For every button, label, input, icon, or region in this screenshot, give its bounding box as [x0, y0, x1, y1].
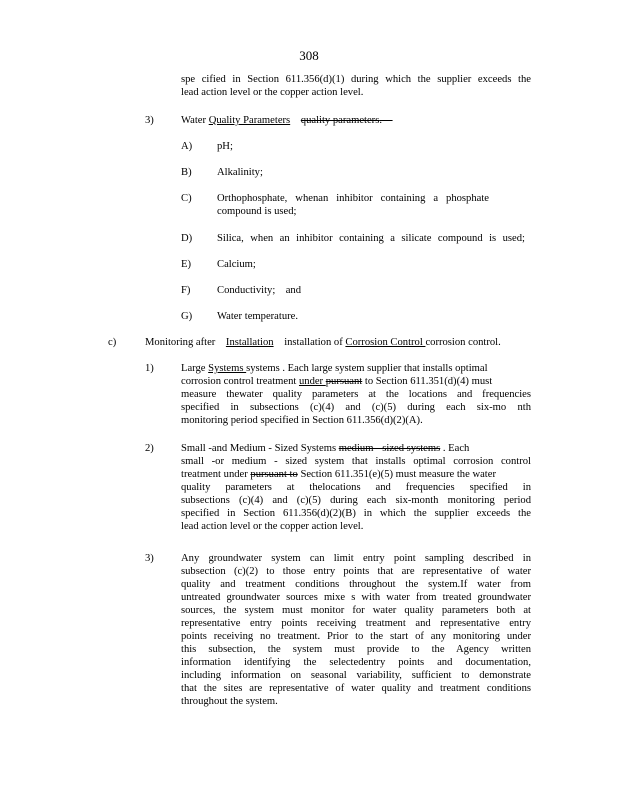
param-g-text: Water temperature.	[217, 311, 298, 322]
section-c-heading: Monitoring after Installation installation of Corrosion Control corrosion control.	[145, 337, 501, 348]
c2-label: 2)	[145, 443, 154, 454]
intro-paragraph	[181, 73, 531, 99]
item-3-inserted: Quality Parameters	[208, 115, 291, 126]
param-e-label: E)	[181, 259, 191, 270]
param-c-label: C)	[181, 193, 192, 204]
param-c-text: Orthophosphate, whenan inhibitor containing a phosphate compound is used;	[217, 193, 489, 217]
section-c-label: c)	[108, 337, 117, 348]
param-d-label: D)	[181, 233, 193, 244]
param-g-label: G)	[181, 311, 193, 322]
item-3-label: 3)	[145, 115, 154, 126]
param-b-text: Alkalinity;	[217, 167, 263, 178]
item-3-deleted: quality parameters	[300, 115, 380, 126]
item-3-pre: Water	[181, 115, 209, 126]
param-a-text: pH;	[217, 141, 233, 152]
c2-paragraph: Small -and Medium - Sized Systems medium - sized systems . Each small -or medium - sized system that installs optimal corrosion control treatment under pursuant to Section 611.351(e)(5) must measure the water quality parameters at thelocations and frequencies specified in subsections (c)(4) and (c)(5) during each six-month monitoring period specified in Section 611.356(d)(2)(B) in which the supplier exceeds the lead action level or the copper action level.	[181, 443, 531, 532]
param-f-text: Conductivity; and	[217, 285, 301, 296]
item-3-heading: Water Quality Parameters quality parameters.	[181, 115, 382, 126]
section-c-inserted-2: Corrosion Control	[345, 337, 426, 348]
c1-paragraph: Large Systems systems . Each large system supplier that installs optimal corrosion control treatment under pursuant to Section 611.351(d)(4) must measure thewater quality parameters at the locations and frequencies specified in subsections (c)(4) and (c)(5) during each six-mo nth monitoring period specified in Section 611.356(d)(2)(A).	[181, 363, 531, 426]
page-number: 308	[299, 48, 319, 63]
c3-label: 3)	[145, 553, 154, 564]
c3-paragraph: Any groundwater system can limit entry point sampling described in subsection (c)(2) to those entry points that are representative of water quality and treatment conditions throughout the system.If water from untreated groundwater sources mixe s with water from treated groundwater sources, the system must monitor for water quality parameters both at representative entry points receiving treatment and representative entry points receiving no treatment. Prior to the start of any monitoring under this subsection, the system must provide to the Agency written information identifying the selectedentry points and documentation, including information on seasonal variability, sufficient to demonstrate that the sites are representative of water quality and treatment conditions throughout the system.	[181, 553, 531, 707]
param-e-text: Calcium;	[217, 259, 256, 270]
section-c-inserted-1: Installation	[225, 337, 274, 348]
intro-line-2: lead action level or the copper action level.	[181, 87, 364, 98]
param-a-label: A)	[181, 141, 193, 152]
c1-label: 1)	[145, 363, 154, 374]
param-f-label: F)	[181, 285, 191, 296]
intro-line-1: spe cified in Section 611.356(d)(1) during which the supplier exceeds the	[181, 74, 531, 85]
param-b-label: B)	[181, 167, 192, 178]
param-d-text: Silica, when an inhibitor containing a silicate compound is used;	[217, 233, 525, 244]
